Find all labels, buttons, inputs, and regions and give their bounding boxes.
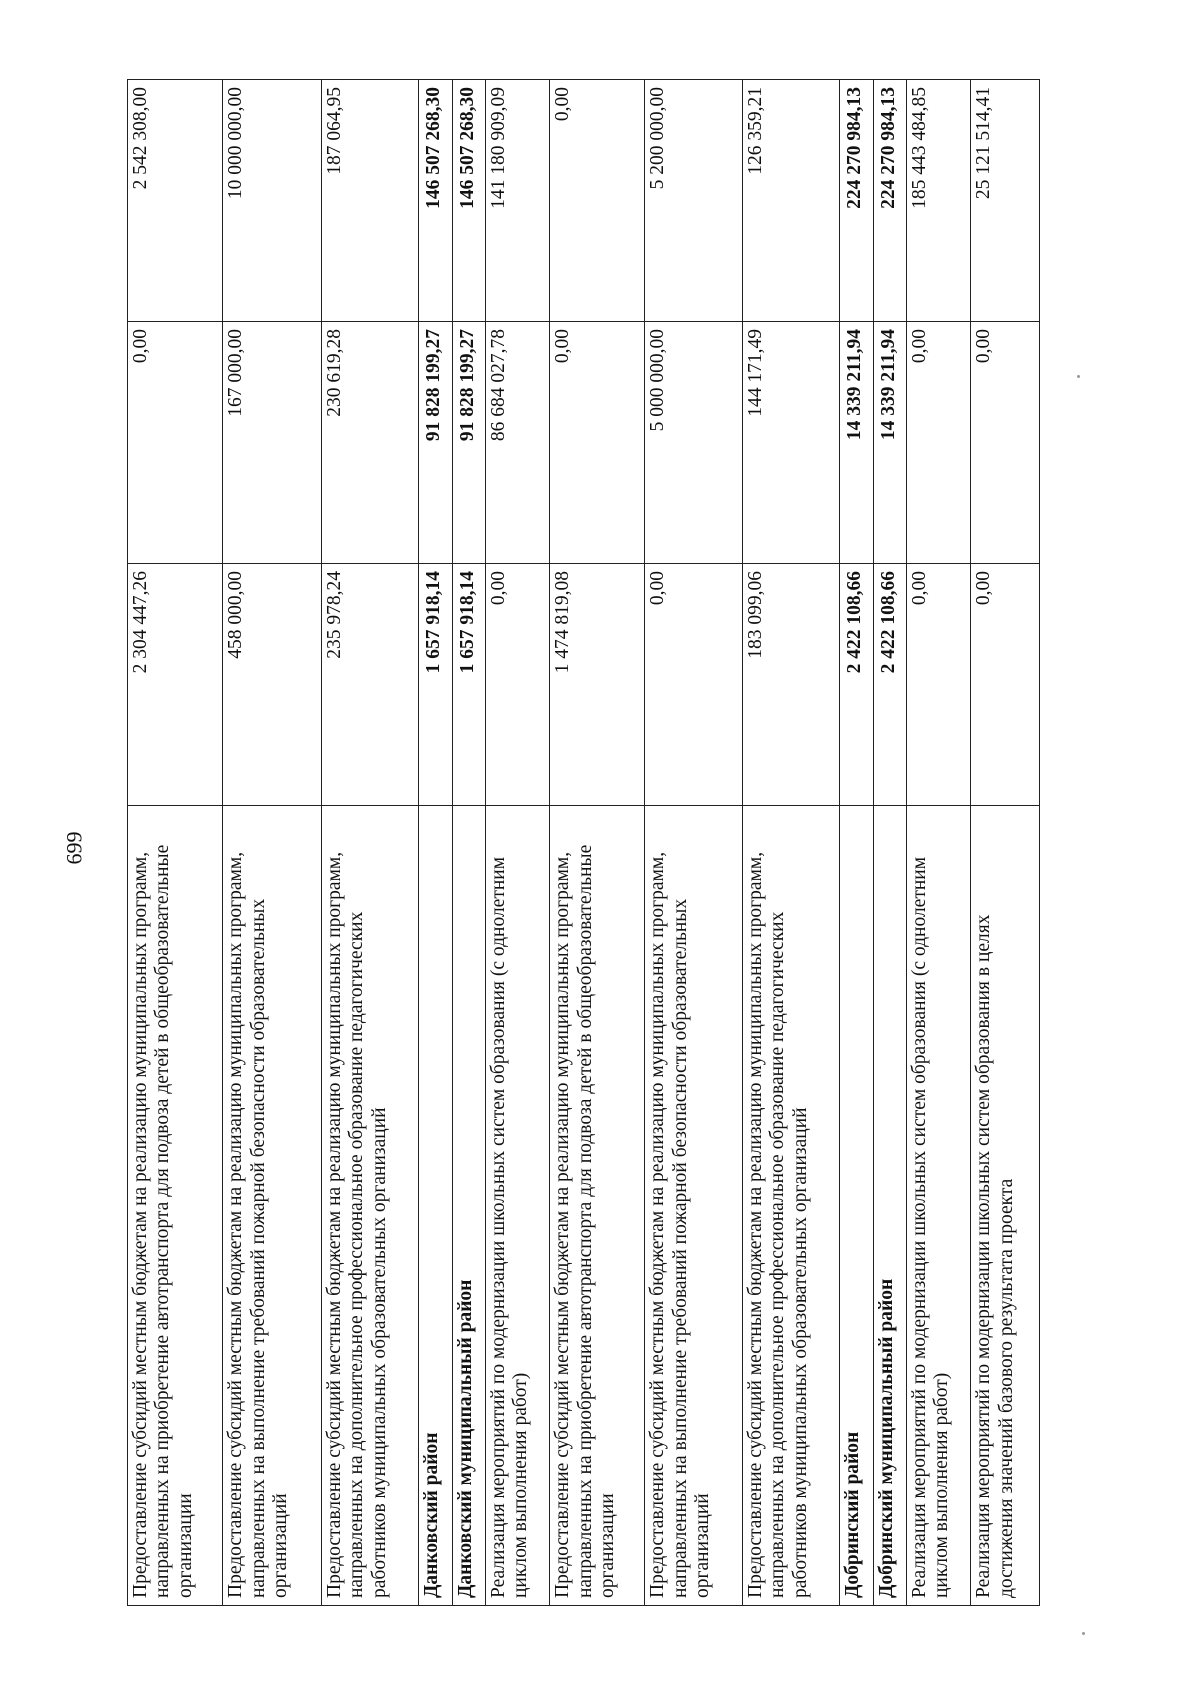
row-value-2: 91 828 199,27: [452, 322, 485, 564]
page-number: 699: [61, 831, 87, 865]
row-name: Реализация мероприятий по модернизации школьных систем образования (с однолетним циклом выполнения работ): [906, 806, 970, 1606]
row-value-2: 5 000 000,00: [645, 322, 743, 564]
table-row: [128, 80, 223, 1606]
row-value-1: 2 304 447,26: [128, 564, 223, 806]
row-value-3: 224 270 984,13: [840, 80, 873, 322]
row-name: Данковский муниципальный район: [452, 806, 485, 1606]
table-row: [485, 80, 549, 1606]
row-value-3: 187 064,95: [321, 80, 419, 322]
row-value-1: 0,00: [906, 564, 970, 806]
row-name: Добринский муниципальный район: [873, 806, 906, 1606]
row-name: Предоставление субсидий местным бюджетам на реализацию муниципальных программ, направленных на приобретение автотранспорта для подвоза детей в общеобразовательные организации: [550, 806, 645, 1606]
row-value-1: 1 657 918,14: [452, 564, 485, 806]
row-value-3: 185 443 484,85: [906, 80, 970, 322]
row-value-3: 146 507 268,30: [419, 80, 452, 322]
table-row: [906, 80, 970, 1606]
row-name: Реализация мероприятий по модернизации школьных систем образования (с однолетним циклом выполнения работ): [485, 806, 549, 1606]
row-value-2: 144 171,49: [742, 322, 840, 564]
row-name: Предоставление субсидий местным бюджетам на реализацию муниципальных программ, направленных на выполнение требований пожарной безопасности образовательных организаций: [645, 806, 743, 1606]
table-row: [452, 80, 485, 1606]
row-name: Предоставление субсидий местным бюджетам на реализацию муниципальных программ, направленных на приобретение автотранспорта для подвоза детей в общеобразовательные организации: [128, 806, 223, 1606]
row-value-1: 0,00: [971, 564, 1040, 806]
table-row: [223, 80, 322, 1606]
row-value-3: 224 270 984,13: [873, 80, 906, 322]
budget-table: [127, 79, 1040, 1606]
table-row: [971, 80, 1040, 1606]
row-value-3: 141 180 909,09: [485, 80, 549, 322]
row-value-1: 458 000,00: [223, 564, 322, 806]
row-value-2: 14 339 211,94: [840, 322, 873, 564]
table-row: [840, 80, 873, 1606]
row-value-3: 10 000 000,00: [223, 80, 322, 322]
row-value-1: 1 474 819,08: [550, 564, 645, 806]
row-value-2: 0,00: [971, 322, 1040, 564]
table-row: [550, 80, 645, 1606]
row-value-3: 0,00: [550, 80, 645, 322]
row-name: Добринский район: [840, 806, 873, 1606]
row-value-1: 1 657 918,14: [419, 564, 452, 806]
row-name: Предоставление субсидий местным бюджетам на реализацию муниципальных программ, направленных на выполнение требований пожарной безопасности образовательных организаций: [223, 806, 322, 1606]
scan-speck: [1077, 375, 1080, 378]
table-row: [419, 80, 452, 1606]
row-value-2: 14 339 211,94: [873, 322, 906, 564]
row-value-1: 2 422 108,66: [840, 564, 873, 806]
row-value-1: 183 099,06: [742, 564, 840, 806]
row-name: Предоставление субсидий местным бюджетам на реализацию муниципальных программ, направленных на дополнительное профессиональное образование педагогических работников муниципальных образовательных организаций: [321, 806, 419, 1606]
table-row: [742, 80, 840, 1606]
rotated-page-content: [127, 80, 1040, 1606]
row-value-3: 146 507 268,30: [452, 80, 485, 322]
row-value-3: 2 542 308,00: [128, 80, 223, 322]
row-value-1: 2 422 108,66: [873, 564, 906, 806]
row-value-1: 235 978,24: [321, 564, 419, 806]
row-value-1: 0,00: [485, 564, 549, 806]
row-value-2: 0,00: [128, 322, 223, 564]
row-value-2: 167 000,00: [223, 322, 322, 564]
row-value-2: 230 619,28: [321, 322, 419, 564]
row-value-3: 126 359,21: [742, 80, 840, 322]
row-value-3: 25 121 514,41: [971, 80, 1040, 322]
table-row: [645, 80, 743, 1606]
row-value-3: 5 200 000,00: [645, 80, 743, 322]
row-value-2: 91 828 199,27: [419, 322, 452, 564]
row-value-2: 0,00: [906, 322, 970, 564]
row-name: Данковский район: [419, 806, 452, 1606]
row-value-2: 86 684 027,78: [485, 322, 549, 564]
row-value-2: 0,00: [550, 322, 645, 564]
row-name: Реализация мероприятий по модернизации школьных систем образования в целях достижения значений базового результата проекта: [971, 806, 1040, 1606]
scan-speck: [1082, 1632, 1085, 1635]
row-value-1: 0,00: [645, 564, 743, 806]
row-name: Предоставление субсидий местным бюджетам на реализацию муниципальных программ, направленных на дополнительное профессиональное образование педагогических работников муниципальных образовательных организаций: [742, 806, 840, 1606]
table-row: [873, 80, 906, 1606]
table-row: [321, 80, 419, 1606]
